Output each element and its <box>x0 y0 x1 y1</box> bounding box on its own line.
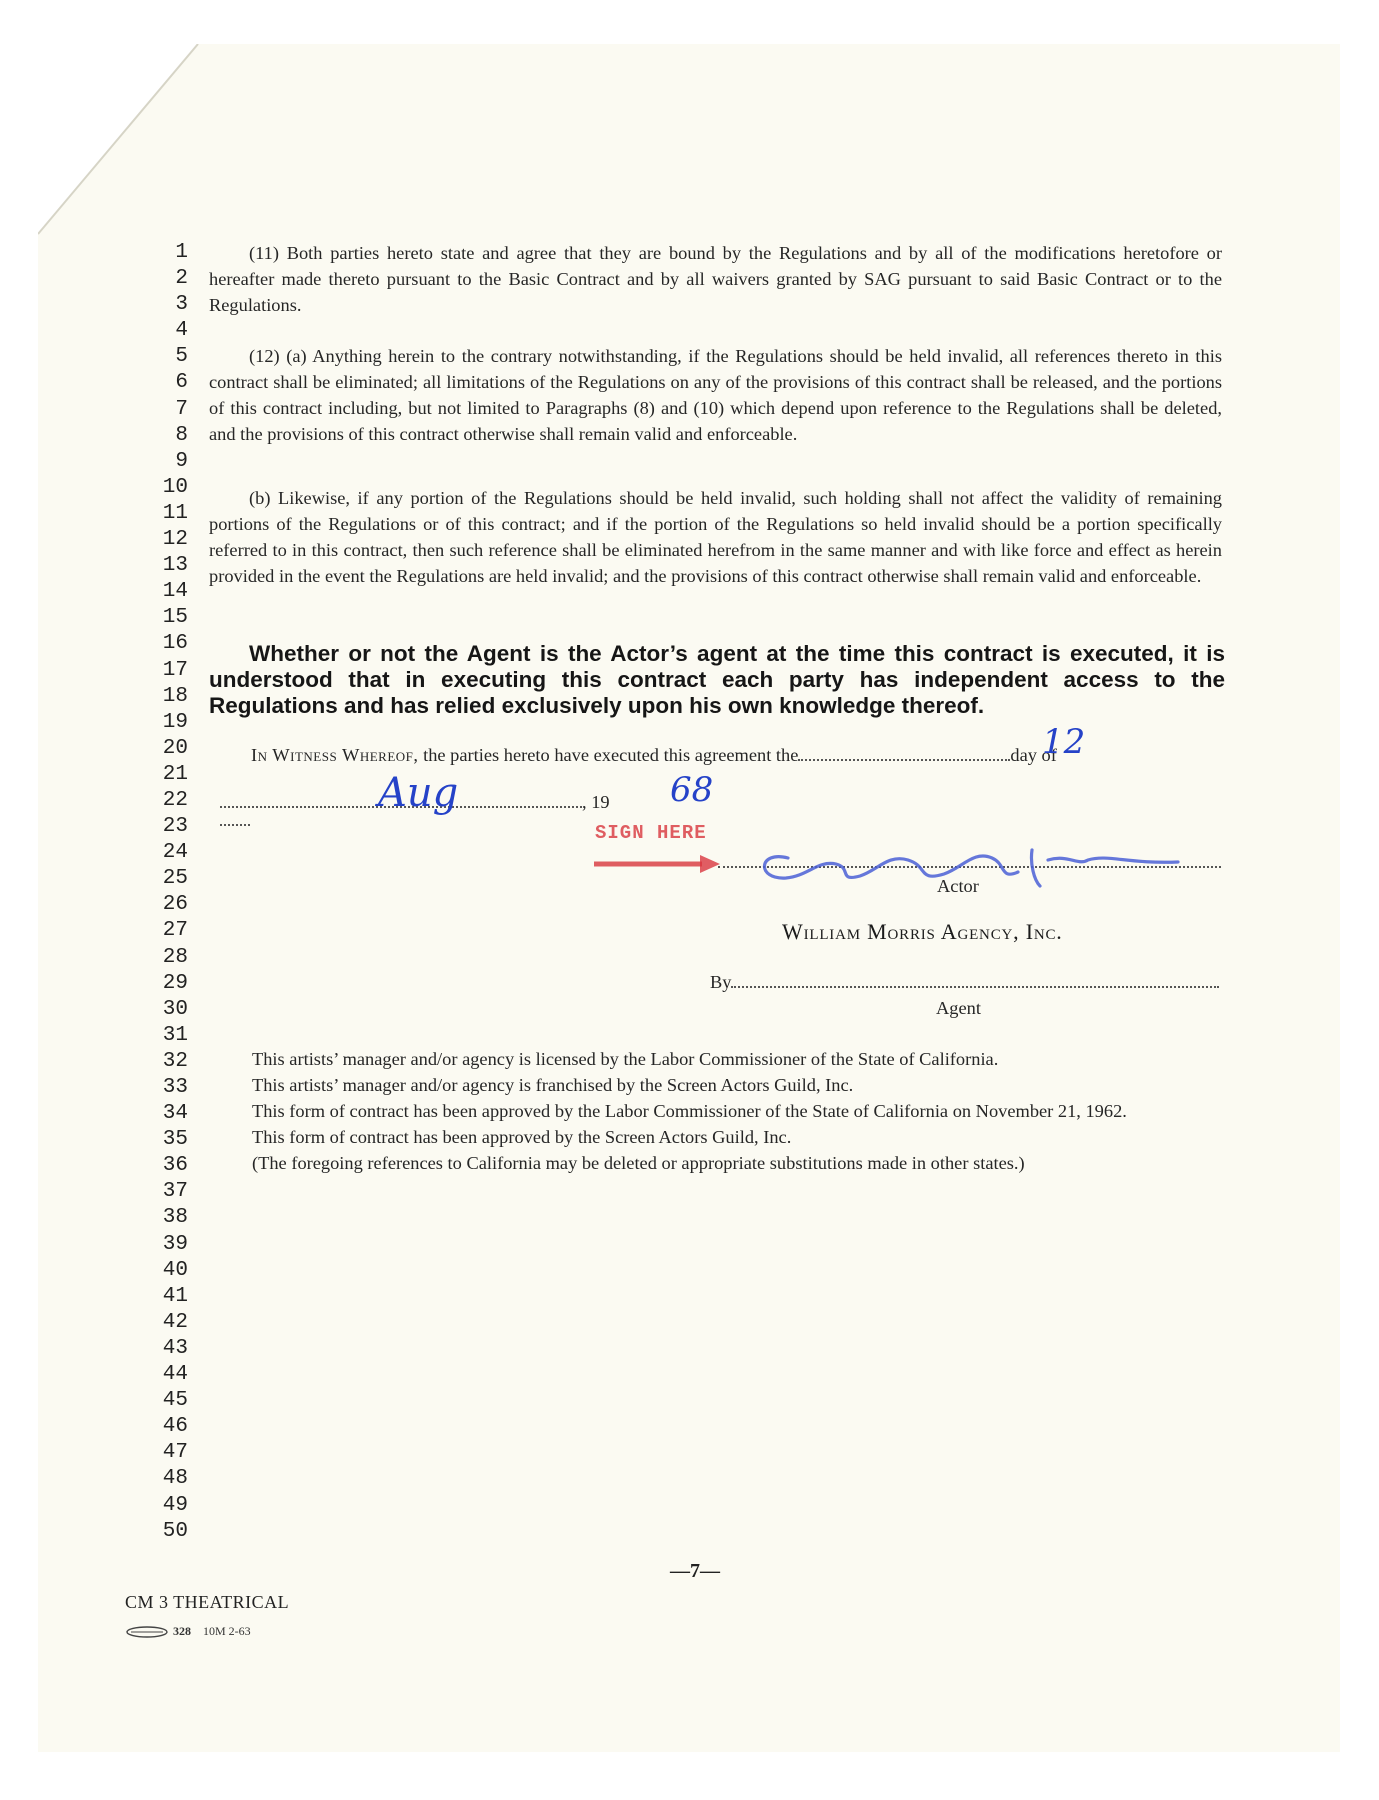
line-number: 39 <box>162 1232 188 1256</box>
line-number: 50 <box>162 1519 188 1543</box>
line-number: 49 <box>162 1493 188 1517</box>
line-number: 44 <box>162 1363 188 1387</box>
license-notes <box>252 1046 1224 1176</box>
form-id: CM 3 THEATRICAL <box>125 1592 290 1612</box>
line-number: 27 <box>162 919 188 943</box>
paragraph-12a <box>209 343 1222 447</box>
sign-here-stamp: SIGN HERE <box>595 822 707 844</box>
line-number: 31 <box>162 1023 188 1047</box>
line-number: 7 <box>175 397 188 421</box>
by-label: By <box>710 972 732 992</box>
line-number: 32 <box>162 1049 188 1073</box>
line-number: 17 <box>162 658 188 682</box>
line-number: 18 <box>162 684 188 708</box>
line-number: 10 <box>162 475 188 499</box>
line-number: 11 <box>162 501 188 525</box>
line-number: 13 <box>162 554 188 578</box>
union-label-icon <box>125 1626 169 1638</box>
line-number: 15 <box>162 606 188 630</box>
line-number: 26 <box>162 893 188 917</box>
paragraph-12a-text: (12) (a) Anything herein to the contrary notwithstanding, if the Regulations should be held invalid, all references thereto in this contract shall be eliminated; all limitations of the Regulations on any of the provisions of this contract shall be released, and the portions of this contract including, but not limited to Paragraphs (8) and (10) which depend upon reference to the Regulations shall be deleted, and the provisions of this contract otherwise shall remain valid and enforceable. <box>209 346 1222 444</box>
notice-text: Whether or not the Agent is the Actor’s agent at the time this contract is executed, it is understood that in executing this contract each party has independent access to the Regulations and has relied exclusively upon his own knowledge thereof. <box>209 641 1225 718</box>
line-number: 34 <box>162 1102 188 1126</box>
agency-name: William Morris Agency, Inc. <box>782 919 1063 944</box>
line-number: 22 <box>162 788 188 812</box>
agent-signature-field[interactable] <box>731 986 1219 988</box>
line-number: 19 <box>162 710 188 734</box>
line-number: 3 <box>175 293 188 317</box>
agent-label: Agent <box>936 998 981 1018</box>
day-field[interactable] <box>798 759 1010 761</box>
line-number: 16 <box>162 632 188 656</box>
line-number: 36 <box>162 1154 188 1178</box>
line-number: 1 <box>175 241 188 264</box>
year-prefix: , 19 <box>582 792 610 812</box>
paragraph-12b-text: (b) Likewise, if any portion of the Regulations should be held invalid, such holding shall not affect the validity of remaining portions of the Regulations or of this contract; and if the portion of the Regulations so held invalid should be a portion specifically referred to in this contract, then such reference shall be eliminated herefrom in the same manner and with like force and effect as herein provided in the event the Regulations are held invalid; and the provisions of this contract otherwise shall remain valid and enforceable. <box>209 488 1222 586</box>
license-note: This artists’ manager and/or agency is licensed by the Labor Commissioner of the State of California. <box>252 1049 999 1069</box>
line-number: 2 <box>175 267 188 291</box>
handwritten-year: 68 <box>670 770 714 810</box>
witness-lead: In Witness Whereof, <box>251 745 419 765</box>
actor-label: Actor <box>937 876 979 896</box>
line-number: 6 <box>175 371 188 395</box>
line-number: 4 <box>175 319 188 343</box>
line-number: 30 <box>162 997 188 1021</box>
line-number: 8 <box>175 423 188 447</box>
agent-signature-line <box>710 972 1230 993</box>
line-number: 47 <box>162 1441 188 1465</box>
paragraph-11-text: (11) Both parties hereto state and agree that they are bound by the Regulations and by all of the modifications heretofore or hereafter made thereto pursuant to the Basic Contract and by all waivers granted by SAG pursuant to said Basic Contract or to the Regulations. <box>209 243 1222 315</box>
line-number: 24 <box>162 841 188 865</box>
line-number: 45 <box>162 1389 188 1413</box>
line-number: 41 <box>162 1284 188 1308</box>
stamp-arrow-icon <box>592 852 722 876</box>
independent-access-notice <box>209 641 1225 719</box>
license-note: This artists’ manager and/or agency is franchised by the Screen Actors Guild, Inc. <box>252 1075 854 1095</box>
page-number: —7— <box>670 1560 720 1582</box>
line-number: 5 <box>175 345 188 369</box>
witness-text: the parties hereto have executed this agreement the <box>423 745 799 765</box>
line-number: 40 <box>162 1258 188 1282</box>
print-run: 10M 2-63 <box>203 1624 251 1638</box>
paragraph-12b <box>209 485 1222 589</box>
handwritten-day: 12 <box>1042 722 1086 762</box>
handwritten-month: Aug <box>378 770 459 816</box>
line-number: 23 <box>162 815 188 839</box>
license-note: (The foregoing references to California may be deleted or appropriate substitutions made in other states.) <box>252 1153 1025 1173</box>
line-number: 20 <box>162 736 188 760</box>
line-number: 33 <box>162 1076 188 1099</box>
line-number: 21 <box>162 762 188 786</box>
paragraph-11 <box>209 240 1222 318</box>
line-number: 38 <box>162 1206 188 1230</box>
line-number: 43 <box>162 1336 188 1360</box>
line-number: 46 <box>162 1415 188 1439</box>
line-number: 28 <box>162 945 188 969</box>
line-number: 29 <box>162 971 188 995</box>
line-numbers <box>146 240 188 1545</box>
line-number: 42 <box>162 1310 188 1334</box>
line-number: 25 <box>162 867 188 891</box>
day-of-label: day of <box>1010 745 1057 765</box>
print-code <box>125 1624 251 1639</box>
line-number: 12 <box>162 528 188 552</box>
line-number: 48 <box>162 1467 188 1491</box>
license-note: This form of contract has been approved by the Labor Commissioner of the State of California on November 21, 1962. <box>252 1101 1127 1121</box>
line-number: 14 <box>162 580 188 604</box>
line-number: 9 <box>175 449 188 473</box>
year-field[interactable] <box>220 824 250 826</box>
line-number: 37 <box>162 1180 188 1204</box>
print-number: 328 <box>173 1624 191 1638</box>
license-note: This form of contract has been approved by the Screen Actors Guild, Inc. <box>252 1127 792 1147</box>
line-number: 35 <box>162 1128 188 1152</box>
